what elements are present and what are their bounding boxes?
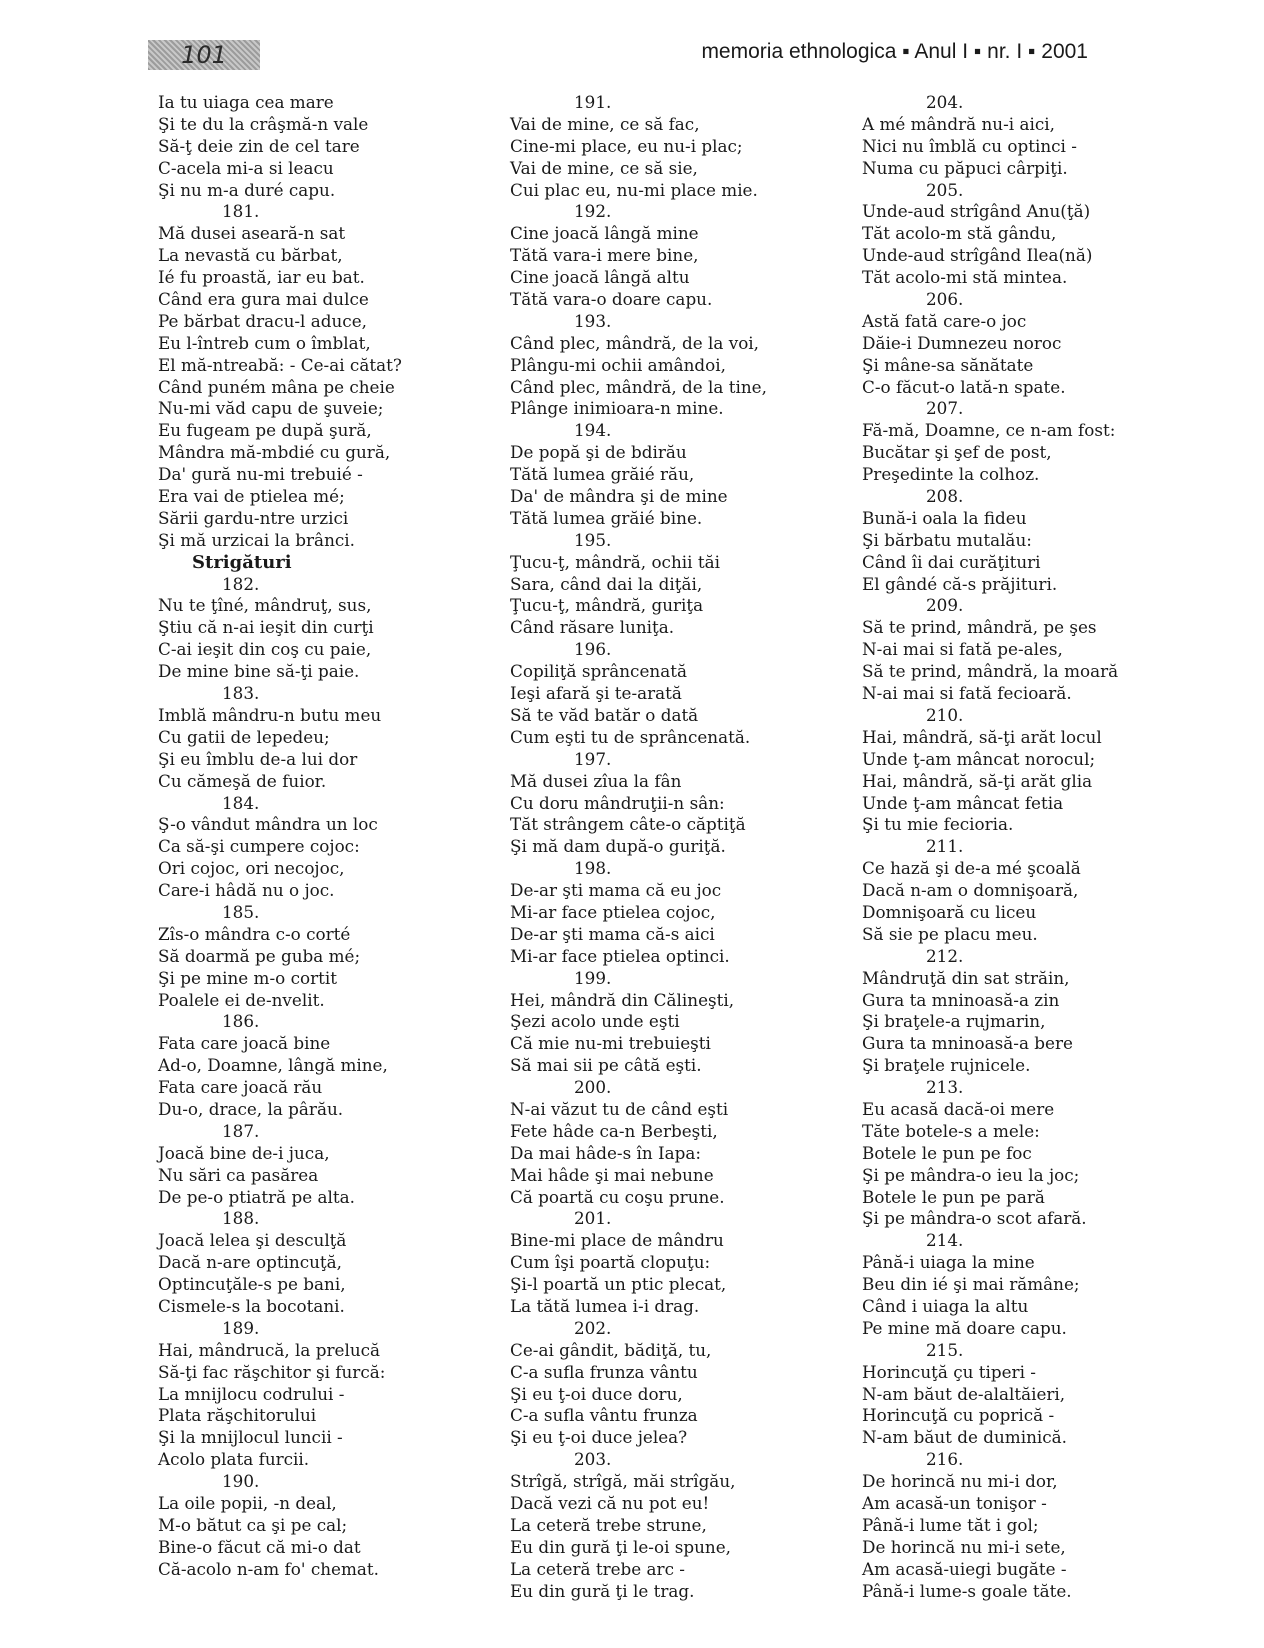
verse-line: Ce hază şi de-a mé şcoală [862,858,1081,879]
verse-line: Şi mă urzicai la brânci. [158,529,355,550]
verse-line: Du-o, drace, la pârău. [158,1098,344,1119]
verse-line: Mi-ar face ptielea optinci. [510,945,730,966]
verse-line: Plângu-mi ochii amândoi, [510,354,726,375]
stanza-number: 215. [926,1339,964,1360]
stanza-number: 201. [574,1208,612,1229]
verse-line: Imblă mândru-n butu meu [158,704,382,725]
verse-line: Să te prind, mândră, pe şes [862,617,1097,638]
verse-line: De horincă nu mi-i dor, [862,1471,1058,1492]
text-column-middle [510,92,840,1602]
verse-line: Şi la mnijlocul luncii - [158,1427,343,1448]
verse-line: Şi eu îmblu de-a lui dor [158,748,358,769]
verse-line: Să te prind, mândră, la moară [862,661,1119,682]
page-header [144,38,1088,72]
stanza-number: 184. [222,792,260,813]
verse-line: Ştiu că n-ai ieşit din curţi [158,617,374,638]
verse-line: Domnişoară cu liceu [862,901,1037,922]
verse-line: El mă-ntreabă: - Ce-ai cătat? [158,354,402,375]
stanza-number: 216. [926,1449,964,1470]
verse-line: De popă şi de bdirău [510,442,687,463]
verse-line: Da mai hâde-s în Iapa: [510,1142,702,1163]
verse-line: Cui plac eu, nu-mi place mie. [510,179,758,200]
stanza-number: 196. [574,639,612,660]
verse-line: C-a sufla vântu frunza [510,1405,698,1426]
verse-line: Bucătar şi şef de post, [862,442,1052,463]
verse-line: Mai hâde şi mai nebune [510,1164,714,1185]
stanza-number: 193. [574,310,612,331]
verse-line: Ţucu-ţ, mândră, ochii tăi [510,551,720,572]
verse-line: Hei, mândră din Călineşti, [510,989,735,1010]
stanza-number: 197. [574,748,612,769]
verse-line: Şi pe mine m-o cortit [158,967,337,988]
verse-line: C-o făcut-o lată-n spate. [862,376,1066,397]
verse-line: Mă dusei aseară-n sat [158,223,346,244]
verse-line: Vai de mine, ce să fac, [510,113,700,134]
verse-line: Tătă vara-o doare capu. [510,289,713,310]
verse-line: Dacă n-are optincuţă, [158,1252,343,1273]
stanza-number: 205. [926,179,964,200]
verse-line: Pe bărbat dracu-l aduce, [158,310,367,331]
verse-line: Cu doru mândruţii-n sân: [510,792,725,813]
verse-line: Şi te du la crâşmă-n vale [158,113,369,134]
stanza-number: 183. [222,683,260,704]
verse-line: Poalele ei de-nvelit. [158,989,325,1010]
verse-line: Gura ta mninoasă-a bere [862,1033,1073,1054]
verse-line: Strîgă, strîgă, măi strîgău, [510,1471,736,1492]
verse-line: Tăte botele-s a mele: [862,1120,1040,1141]
verse-line: N-am băut de duminică. [862,1427,1067,1448]
stanza-number: 199. [574,967,612,988]
verse-line: Fă-mă, Doamne, ce n-am fost: [862,420,1116,441]
stanza-number: 188. [222,1208,260,1229]
verse-line: Astă fată care-o joc [862,310,1027,331]
verse-line: Cismele-s la bocotani. [158,1295,345,1316]
verse-line: Ţucu-ţ, mândră, guriţa [510,595,704,616]
stanza-number: 207. [926,398,964,419]
verse-line: Când i uiaga la altu [862,1295,1029,1316]
page-number: 101 [148,40,260,70]
verse-line: Sara, când dai la diţăi, [510,573,703,594]
verse-line: Cine-mi place, eu nu-i plac; [510,135,743,156]
stanza-number: 181. [222,201,260,222]
stanza-number: 208. [926,486,964,507]
stanza-number: 203. [574,1449,612,1470]
verse-line: Fata care joacă bine [158,1033,331,1054]
stanza-number: 211. [926,836,964,857]
verse-line: Şi mă dam după-o guriţă. [510,836,726,857]
stanza-number: 202. [574,1317,612,1338]
verse-line: Copiliţă sprâncenată [510,661,687,682]
verse-line: De-ar şti mama că eu joc [510,880,722,901]
verse-line: Eu l-întreb cum o îmblat, [158,332,371,353]
stanza-number: 204. [926,92,964,112]
stanza-number: 190. [222,1471,260,1492]
verse-line: Când răsare luniţa. [510,617,675,638]
verse-line: Am acasă-un tonişor - [862,1493,1047,1513]
verse-line: Dacă n-am o domnişoară, [862,880,1079,901]
verse-line: Horincuţă çu tiperi - [862,1361,1036,1382]
verse-line: Tătă lumea grăié rău, [510,464,695,485]
verse-line: Unde ţ-am mâncat fetia [862,792,1064,813]
verse-line: De pe-o ptiatră pe alta. [158,1186,355,1207]
verse-line: Până-i uiaga la mine [862,1252,1035,1273]
verse-line: Dacă vezi că nu pot eu! [510,1493,710,1513]
verse-line: Nu-mi văd capu de şuveie; [158,398,384,419]
verse-line: C-a sufla frunza vântu [510,1361,698,1382]
verse-line: Eu din gură ţi le trag. [510,1580,695,1601]
running-title: memoria ethnologica ▪ Anul I ▪ nr. I ▪ 2001 [701,40,1088,63]
verse-line: La nevastă cu bărbat, [158,245,343,266]
verse-line: Ca să-şi cumpere cojoc: [158,836,360,857]
verse-line: Hai, mândră, să-ţi arăt glia [862,770,1093,791]
verse-line: M-o bătut ca şi pe cal; [158,1514,348,1535]
verse-line: Ia tu uiaga cea mare [158,92,334,112]
verse-line: Am acasă-uiegi bugăte - [862,1558,1067,1579]
verse-line: La tătă lumea i-i drag. [510,1295,700,1316]
verse-line: Beu din ié şi mai rămâne; [862,1274,1080,1295]
verse-line: Zîs-o mândra c-o corté [158,923,351,944]
verse-line: Optincuţăle-s pe bani, [158,1274,346,1295]
stanza-number: 194. [574,420,612,441]
verse-line: Cum îşi poartă clopuţu: [510,1252,711,1273]
verse-line: Cu gatii de lepedeu; [158,726,330,747]
verse-line: Că poartă cu coşu prune. [510,1186,725,1207]
stanza-number: 191. [574,92,612,112]
stanza-number: 195. [574,529,612,550]
stanza-number: 182. [222,573,260,594]
verse-line: Şi eu ţ-oi duce doru, [510,1383,683,1404]
verse-line: Mi-ar face ptielea cojoc, [510,901,716,922]
verse-line: Ié fu proastă, iar eu bat. [158,267,365,288]
verse-line: Botele le pun pe pară [862,1186,1045,1207]
verse-line: Până-i lume-s goale tăte. [862,1580,1072,1601]
verse-line: Cine joacă lângă mine [510,223,699,244]
stanza-number: 189. [222,1317,260,1338]
verse-line: Până-i lume tăt i gol; [862,1514,1039,1535]
verse-line: Şezi acolo unde eşti [510,1011,680,1032]
verse-line: Să-ţi fac răşchitor şi furcă: [158,1361,386,1382]
verse-line: Fata care joacă rău [158,1077,323,1098]
verse-line: Când era gura mai dulce [158,289,369,310]
stanza-number: 214. [926,1230,964,1251]
verse-line: Tăt acolo-mi stă mintea. [862,267,1068,288]
verse-line: Horincuţă cu poprică - [862,1405,1055,1426]
verse-line: Ad-o, Doamne, lângă mine, [158,1055,388,1076]
verse-line: Nu sări ca pasărea [158,1164,319,1185]
verse-line: N-ai văzut tu de când eşti [510,1098,729,1119]
verse-line: Şi braţele rujnicele. [862,1055,1031,1076]
verse-line: Şi pe mândra-o ieu la joc; [862,1164,1080,1185]
verse-line: Şi-l poartă un ptic plecat, [510,1274,727,1295]
stanza-number: 192. [574,201,612,222]
stanza-number: 186. [222,1011,260,1032]
verse-line: N-ai mai si fată fecioară. [862,683,1072,704]
stanza-number: 200. [574,1077,612,1098]
verse-line: Mândra mă-mbdié cu gură, [158,442,391,463]
verse-line: La mnijlocu codrului - [158,1383,345,1404]
verse-line: Ori cojoc, ori necojoc, [158,858,345,879]
verse-line: C-ai ieşit din coş cu paie, [158,639,372,660]
verse-line: Unde-aud strîgând Ilea(nă) [862,245,1093,266]
verse-line: La ceteră trebe arc - [510,1558,685,1579]
text-column-right [862,92,1212,1602]
verse-line: Joacă lelea şi desculţă [158,1230,347,1251]
verse-line: Pe mine mă doare capu. [862,1317,1067,1338]
verse-line: Dăie-i Dumnezeu noroc [862,332,1062,353]
verse-line: Cine joacă lângă altu [510,267,690,288]
verse-line: A mé mândră nu-i aici, [862,113,1055,134]
verse-line: Fete hâde ca-n Berbeşti, [510,1120,718,1141]
verse-line: El gândé că-s prăjituri. [862,573,1058,594]
verse-line: Ieşi afară şi te-arată [510,683,682,704]
verse-line: C-acela mi-a si leacu [158,157,334,178]
verse-line: N-am băut de-alaltăieri, [862,1383,1066,1404]
verse-line: De mine bine să-ţi paie. [158,661,360,682]
verse-line: Când îi dai curăţituri [862,551,1041,572]
verse-line: Să-ţ deie zin de cel tare [158,135,360,156]
stanza-number: 185. [222,901,260,922]
verse-line: Cu cămeşă de fuior. [158,770,327,791]
verse-line: Era vai de ptielea mé; [158,486,345,507]
verse-line: Ş-o vândut mândra un loc [158,814,378,835]
section-heading: Strigături [192,551,292,573]
stanza-number: 213. [926,1077,964,1098]
verse-line: Tătă lumea grăié bine. [510,507,703,528]
verse-line: Joacă bine de-i juca, [158,1142,330,1163]
verse-line: Să doarmă pe guba mé; [158,945,361,966]
verse-line: Nu te ţîné, mândruţ, sus, [158,595,372,616]
verse-line: Şi tu mie fecioria. [862,814,1014,835]
verse-line: Şi pe mândra-o scot afară. [862,1208,1087,1229]
verse-line: Cum eşti tu de sprâncenată. [510,726,751,747]
verse-line: Mândruţă din sat străin, [862,967,1070,988]
verse-line: Tăt acolo-m stă gându, [862,223,1057,244]
stanza-number: 198. [574,858,612,879]
verse-line: Mă dusei zîua la fân [510,770,682,791]
verse-line: Când puném mâna pe cheie [158,376,395,397]
verse-line: Nici nu îmblă cu optinci - [862,135,1077,156]
verse-line: Care-i hâdă nu o joc. [158,880,335,901]
verse-line: Să mai sii pe câtă eşti. [510,1055,702,1076]
verse-line: Şi eu ţ-oi duce jelea? [510,1427,688,1448]
verse-line: La oile popii, -n deal, [158,1493,337,1513]
verse-line: Unde-aud strîgând Anu(ţă) [862,201,1091,222]
verse-line: Sării gardu-ntre urzici [158,507,349,528]
stanza-number: 206. [926,289,964,310]
verse-line: De-ar şti mama că-s aici [510,923,715,944]
verse-line: Unde ţ-am mâncat norocul; [862,748,1096,769]
verse-line: Şi nu m-a duré capu. [158,179,336,200]
verse-line: Când plec, mândră, de la tine, [510,376,767,397]
text-column-left [158,92,488,1581]
verse-line: Şi braţele-a rujmarin, [862,1011,1046,1032]
verse-line: Da' gură nu-mi trebuié - [158,464,363,485]
verse-line: Acolo plata furcii. [158,1449,310,1470]
verse-line: La ceteră trebe strune, [510,1514,707,1535]
verse-line: Bună-i oala la fideu [862,507,1027,528]
verse-line: Că mie nu-mi trebuieşti [510,1033,711,1054]
verse-line: Gura ta mninoasă-a zin [862,989,1060,1010]
verse-line: Eu acasă dacă-oi mere [862,1098,1055,1119]
verse-line: Că-acolo n-am fo' chemat. [158,1558,379,1579]
stanza-number: 210. [926,704,964,725]
verse-line: Şi mâne-sa sănătate [862,354,1034,375]
verse-line: Eu fugeam pe după şură, [158,420,372,441]
verse-line: Ce-ai gândit, bădiţă, tu, [510,1339,712,1360]
verse-line: Să sie pe placu meu. [862,923,1038,944]
verse-line: Da' de mândra şi de mine [510,486,728,507]
verse-line: N-ai mai si fată pe-ales, [862,639,1063,660]
verse-line: Hai, mândră, să-ţi arăt locul [862,726,1102,747]
verse-line: Preşedinte la colhoz. [862,464,1040,485]
verse-line: Bine-o făcut că mi-o dat [158,1536,361,1557]
verse-line: Plânge inimioara-n mine. [510,398,724,419]
verse-line: Botele le pun pe foc [862,1142,1032,1163]
stanza-number: 187. [222,1120,260,1141]
verse-line: Plata răşchitorului [158,1405,317,1426]
stanza-number: 212. [926,945,964,966]
verse-line: Vai de mine, ce să sie, [510,157,698,178]
verse-line: Bine-mi place de mândru [510,1230,724,1251]
verse-line: Hai, mândrucă, la prelucă [158,1339,381,1360]
verse-line: Când plec, mândră, de la voi, [510,332,759,353]
verse-line: Să te văd batăr o dată [510,704,699,725]
verse-line: Eu din gură ţi le-oi spune, [510,1536,732,1557]
stanza-number: 209. [926,595,964,616]
verse-line: Tăt strângem câte-o căptiţă [510,814,746,835]
verse-line: Şi bărbatu mutalău: [862,529,1032,550]
verse-line: Numa cu păpuci cârpiţi. [862,157,1068,178]
verse-line: De horincă nu mi-i sete, [862,1536,1066,1557]
verse-line: Tătă vara-i mere bine, [510,245,699,266]
